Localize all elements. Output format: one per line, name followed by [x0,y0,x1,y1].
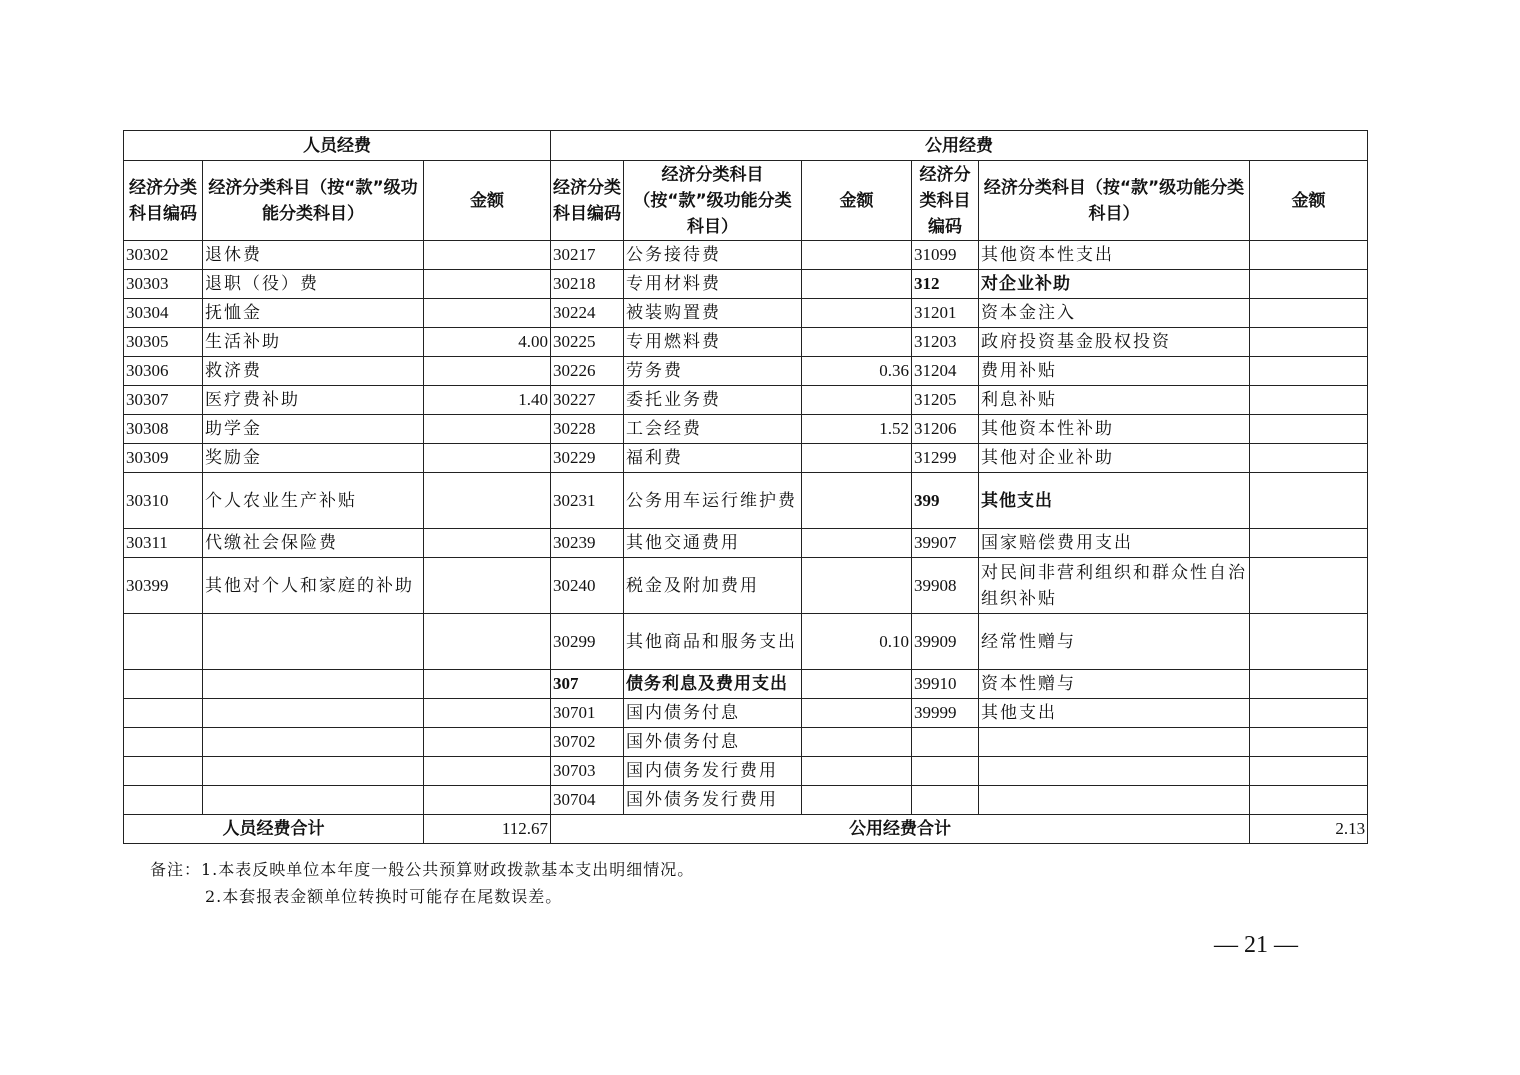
code-cell: 307 [551,670,624,699]
section-public: 公用经费 [551,131,1368,161]
code-cell: 30228 [551,415,624,444]
table-body [124,241,1368,815]
amount-cell [1250,699,1368,728]
code-cell [912,786,979,815]
name-cell: 医疗费补助 [203,386,424,415]
name-cell: 债务利息及费用支出 [624,670,802,699]
public-total-amount: 2.13 [1250,815,1368,844]
name-cell [979,728,1250,757]
amount-cell [802,558,912,614]
amount-cell [424,529,551,558]
amount-cell [802,699,912,728]
note-line-1: 备注：1.本表反映单位本年度一般公共预算财政拨款基本支出明细情况。 [150,860,695,879]
table-row [124,415,1368,444]
name-cell: 其他对企业补助 [979,444,1250,473]
amount-cell [802,444,912,473]
amount-cell: 0.36 [802,357,912,386]
amount-cell: 4.00 [424,328,551,357]
code-cell: 30702 [551,728,624,757]
name-cell: 被装购置费 [624,299,802,328]
note-line-2: 2.本套报表金额单位转换时可能存在尾数误差。 [205,887,563,906]
code-cell: 30703 [551,757,624,786]
code-cell [124,670,203,699]
name-cell: 劳务费 [624,357,802,386]
code-cell: 30399 [124,558,203,614]
table-row [124,444,1368,473]
amount-cell [802,473,912,529]
header-name-1: 经济分类科目（按“款”级功能分类科目） [203,161,424,241]
amount-cell [424,786,551,815]
amount-cell [1250,415,1368,444]
code-cell: 30303 [124,270,203,299]
code-cell: 30226 [551,357,624,386]
amount-cell [802,241,912,270]
name-cell: 税金及附加费用 [624,558,802,614]
amount-cell [1250,328,1368,357]
amount-cell [802,786,912,815]
code-cell: 31205 [912,386,979,415]
name-cell: 资本性赠与 [979,670,1250,699]
code-cell: 30229 [551,444,624,473]
header-amount-1: 金额 [424,161,551,241]
code-cell [124,786,203,815]
amount-cell [1250,529,1368,558]
name-cell: 助学金 [203,415,424,444]
table-row [124,473,1368,529]
amount-cell [802,670,912,699]
amount-cell: 1.40 [424,386,551,415]
totals-row [124,815,1368,844]
amount-cell [802,529,912,558]
amount-cell [802,328,912,357]
name-cell: 专用燃料费 [624,328,802,357]
amount-cell [1250,444,1368,473]
name-cell: 其他支出 [979,699,1250,728]
code-cell [912,728,979,757]
name-cell: 经常性赠与 [979,614,1250,670]
name-cell: 国内债务发行费用 [624,757,802,786]
header-code-3: 经济分类科目编码 [912,161,979,241]
name-cell: 利息补贴 [979,386,1250,415]
name-cell: 公务用车运行维护费 [624,473,802,529]
name-cell: 国家赔偿费用支出 [979,529,1250,558]
amount-cell [1250,357,1368,386]
code-cell: 31299 [912,444,979,473]
header-name-3: 经济分类科目（按“款”级功能分类科目） [979,161,1250,241]
code-cell: 399 [912,473,979,529]
code-cell: 30224 [551,299,624,328]
amount-cell [424,558,551,614]
code-cell [124,757,203,786]
code-cell: 31206 [912,415,979,444]
amount-cell [424,473,551,529]
budget-table [123,130,1368,844]
table-row [124,328,1368,357]
table-row [124,299,1368,328]
amount-cell [424,415,551,444]
amount-cell [802,299,912,328]
amount-cell [424,241,551,270]
name-cell: 个人农业生产补贴 [203,473,424,529]
amount-cell [802,757,912,786]
code-cell: 31201 [912,299,979,328]
column-header-row [124,161,1368,241]
amount-cell [1250,270,1368,299]
amount-cell [1250,757,1368,786]
code-cell [124,614,203,670]
name-cell: 救济费 [203,357,424,386]
header-amount-3: 金额 [1250,161,1368,241]
name-cell: 国外债务发行费用 [624,786,802,815]
amount-cell [1250,670,1368,699]
header-amount-2: 金额 [802,161,912,241]
name-cell [203,699,424,728]
name-cell: 其他支出 [979,473,1250,529]
amount-cell [1250,299,1368,328]
page-number: — 21 — [1214,932,1298,958]
amount-cell [424,444,551,473]
table-row [124,670,1368,699]
code-cell: 30704 [551,786,624,815]
table-row [124,786,1368,815]
table-row [124,558,1368,614]
code-cell: 30239 [551,529,624,558]
code-cell: 30306 [124,357,203,386]
personnel-total-amount: 112.67 [424,815,551,844]
code-cell: 312 [912,270,979,299]
name-cell: 国外债务付息 [624,728,802,757]
code-cell: 30304 [124,299,203,328]
header-code-1: 经济分类科目编码 [124,161,203,241]
personnel-total-label: 人员经费合计 [124,815,424,844]
name-cell: 退休费 [203,241,424,270]
name-cell [979,757,1250,786]
name-cell: 委托业务费 [624,386,802,415]
table-row [124,757,1368,786]
code-cell: 39910 [912,670,979,699]
code-cell: 31204 [912,357,979,386]
name-cell: 生活补助 [203,328,424,357]
amount-cell [424,614,551,670]
name-cell: 代缴社会保险费 [203,529,424,558]
code-cell [124,699,203,728]
code-cell: 30231 [551,473,624,529]
name-cell: 国内债务付息 [624,699,802,728]
amount-cell [424,670,551,699]
code-cell: 31099 [912,241,979,270]
code-cell: 30307 [124,386,203,415]
code-cell: 39908 [912,558,979,614]
amount-cell [424,757,551,786]
table-row [124,728,1368,757]
name-cell: 奖励金 [203,444,424,473]
amount-cell [1250,558,1368,614]
name-cell: 专用材料费 [624,270,802,299]
name-cell [203,614,424,670]
amount-cell [1250,786,1368,815]
table-row [124,357,1368,386]
code-cell: 30218 [551,270,624,299]
name-cell [203,786,424,815]
name-cell [979,786,1250,815]
code-cell: 30308 [124,415,203,444]
code-cell: 30309 [124,444,203,473]
name-cell [203,757,424,786]
code-cell: 39999 [912,699,979,728]
name-cell: 抚恤金 [203,299,424,328]
header-code-2: 经济分类科目编码 [551,161,624,241]
amount-cell [802,270,912,299]
amount-cell [424,728,551,757]
table-row [124,529,1368,558]
name-cell: 政府投资基金股权投资 [979,328,1250,357]
amount-cell [1250,241,1368,270]
code-cell: 30227 [551,386,624,415]
code-cell: 30310 [124,473,203,529]
name-cell: 福利费 [624,444,802,473]
code-cell: 30225 [551,328,624,357]
name-cell: 其他商品和服务支出 [624,614,802,670]
code-cell: 39909 [912,614,979,670]
amount-cell [1250,473,1368,529]
code-cell: 31203 [912,328,979,357]
amount-cell [424,357,551,386]
table-row [124,614,1368,670]
name-cell: 其他对个人和家庭的补助 [203,558,424,614]
amount-cell [1250,386,1368,415]
table-row [124,270,1368,299]
public-total-label: 公用经费合计 [551,815,1250,844]
name-cell [203,728,424,757]
code-cell: 30299 [551,614,624,670]
header-name-2: 经济分类科目（按“款”级功能分类科目） [624,161,802,241]
amount-cell [1250,614,1368,670]
code-cell [124,728,203,757]
section-personnel: 人员经费 [124,131,551,161]
name-cell: 工会经费 [624,415,802,444]
name-cell: 退职（役）费 [203,270,424,299]
amount-cell [424,299,551,328]
amount-cell [424,699,551,728]
name-cell [203,670,424,699]
code-cell: 30240 [551,558,624,614]
table-row [124,699,1368,728]
name-cell: 对企业补助 [979,270,1250,299]
name-cell: 其他交通费用 [624,529,802,558]
amount-cell [802,386,912,415]
amount-cell: 1.52 [802,415,912,444]
code-cell [912,757,979,786]
name-cell: 对民间非营利组织和群众性自治组织补贴 [979,558,1250,614]
code-cell: 30217 [551,241,624,270]
name-cell: 公务接待费 [624,241,802,270]
name-cell: 费用补贴 [979,357,1250,386]
name-cell: 其他资本性补助 [979,415,1250,444]
amount-cell [802,728,912,757]
amount-cell [1250,728,1368,757]
table-row [124,241,1368,270]
name-cell: 其他资本性支出 [979,241,1250,270]
code-cell: 30311 [124,529,203,558]
code-cell: 30305 [124,328,203,357]
code-cell: 30302 [124,241,203,270]
table-row [124,386,1368,415]
amount-cell [424,270,551,299]
code-cell: 30701 [551,699,624,728]
code-cell: 39907 [912,529,979,558]
section-header-row [124,131,1368,161]
amount-cell: 0.10 [802,614,912,670]
name-cell: 资本金注入 [979,299,1250,328]
